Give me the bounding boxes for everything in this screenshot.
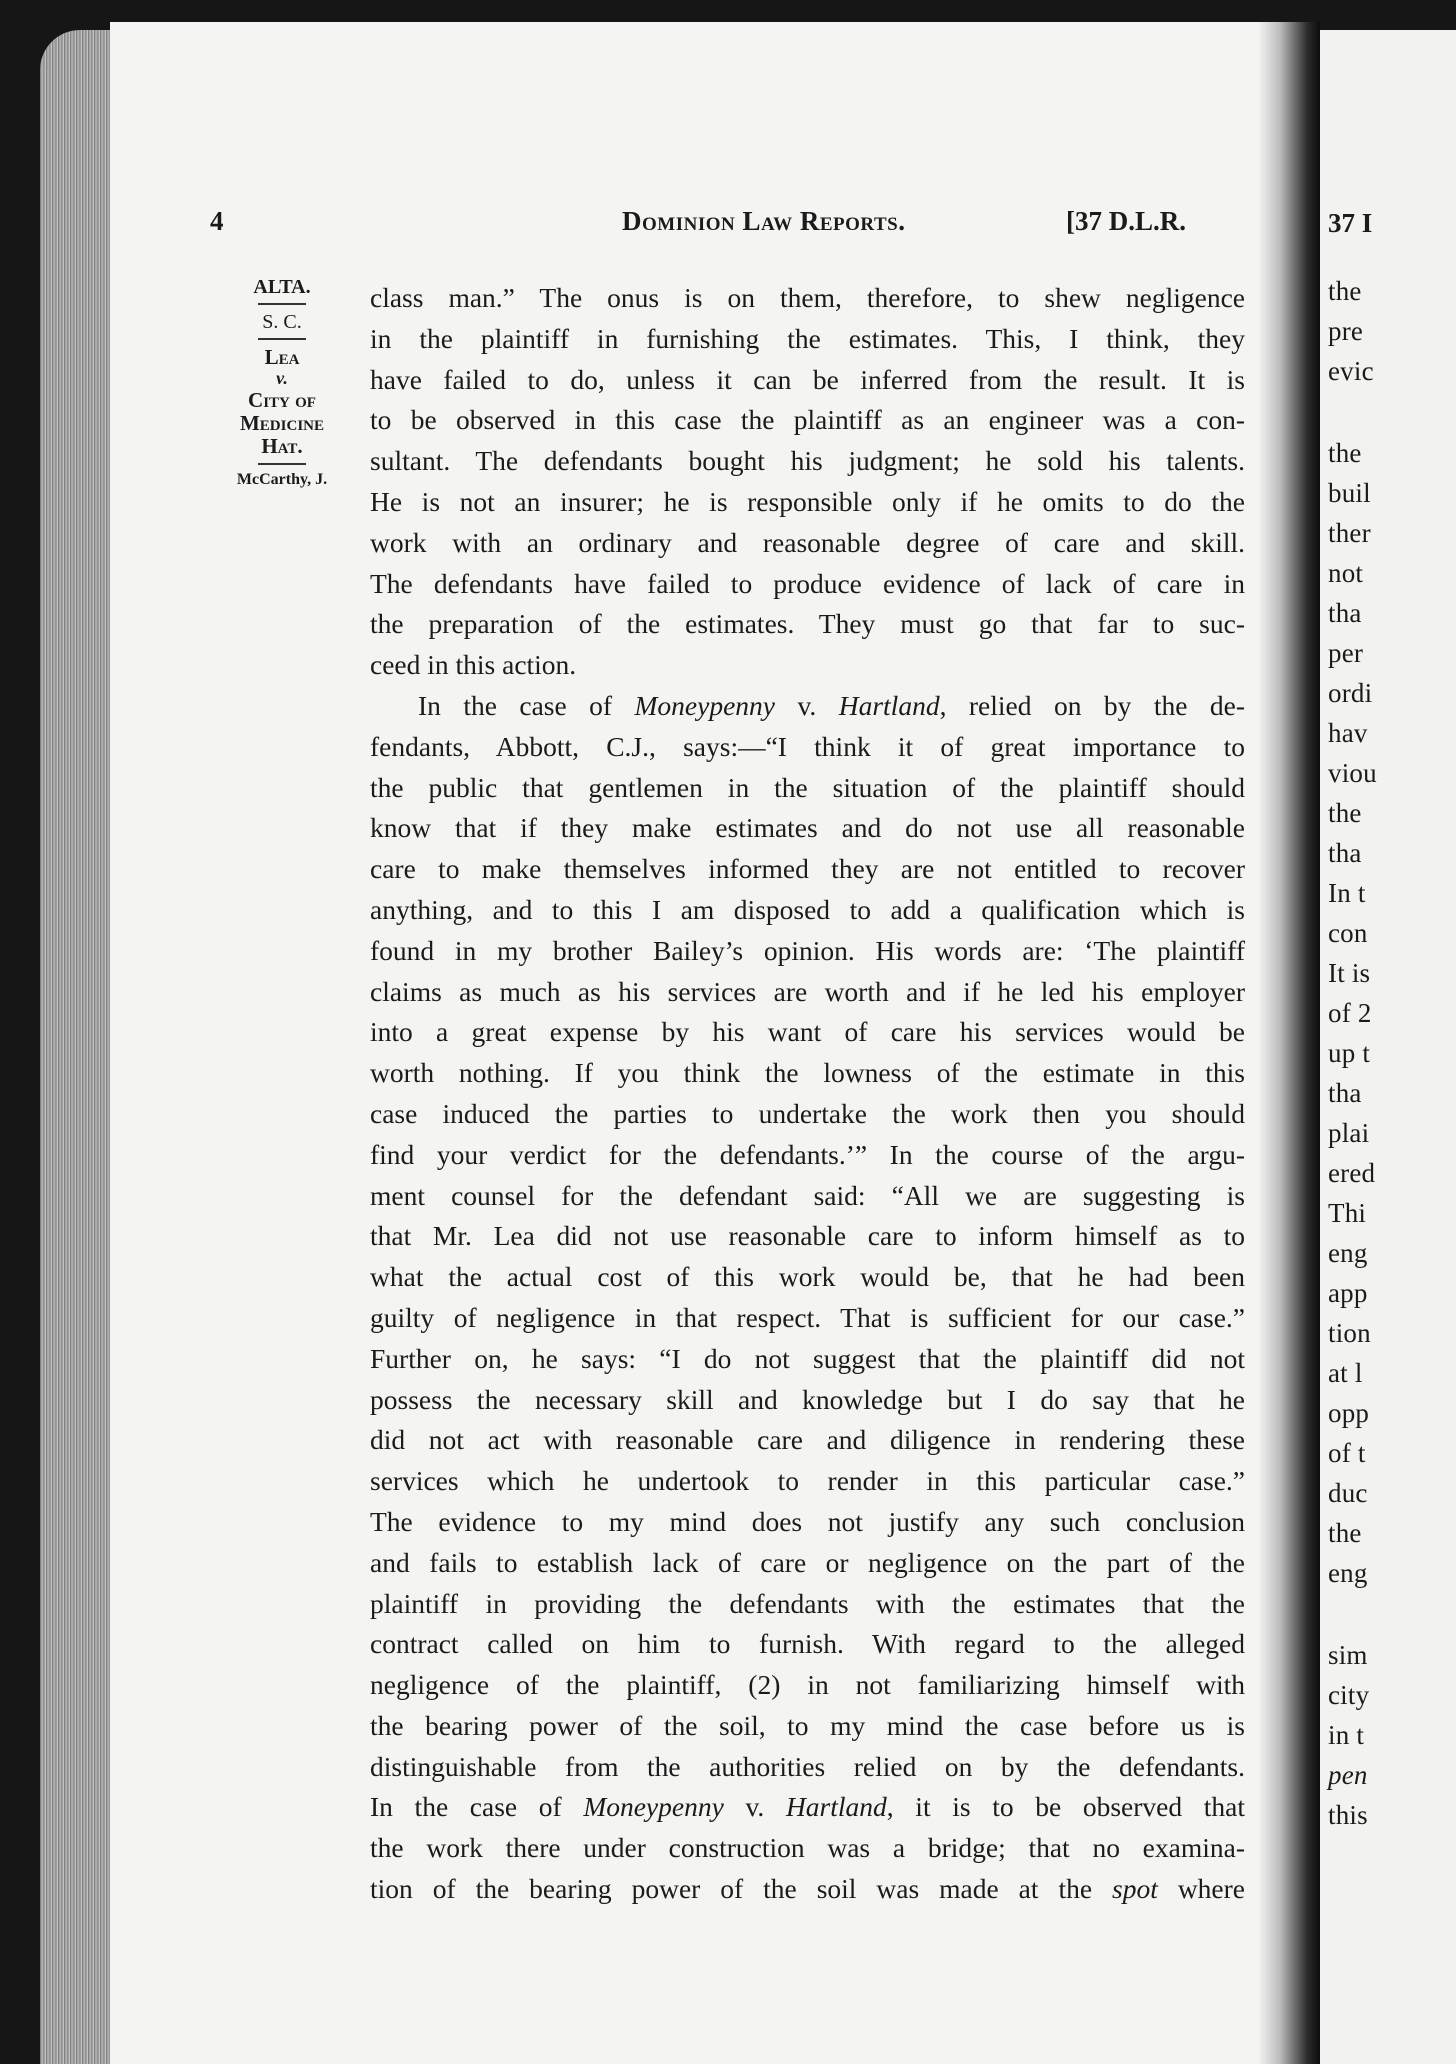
running-header	[0, 206, 1456, 246]
text-line: that Mr. Lea did not use reasonable care to inform himself as to	[370, 1220, 1245, 1252]
text-line: fendants, Abbott, C.J., says:—“I think it of great importance to	[370, 730, 1245, 762]
text-line: and fails to establish lack of care or negligence on the part of the	[370, 1546, 1245, 1578]
text-segment: tion of the bearing power of the soil was made at the	[370, 1873, 1113, 1905]
text-line: care to make themselves informed they are not entitled to recover	[370, 853, 1245, 885]
text-segment: In the case of	[370, 1791, 584, 1823]
text-line: found in my brother Bailey’s opinion. His words are: ‘The plaintiff	[370, 934, 1245, 966]
italic-case-name: Moneypenny	[634, 689, 775, 721]
text-line: class man.” The onus is on them, therefore, to shew negligence	[370, 282, 1245, 313]
next-page-line: viou	[1328, 758, 1377, 788]
text-line: The defendants have failed to produce evidence of lack of care in	[370, 567, 1245, 599]
next-page-line: ther	[1328, 518, 1371, 548]
next-page-line: In t	[1328, 878, 1366, 908]
party-defendant-line2: Medicine	[239, 410, 324, 435]
next-page-line: tha	[1328, 1078, 1362, 1108]
text-line: the preparation of the estimates. They must go that far to suc-	[370, 608, 1245, 640]
text-line: worth nothing. If you think the lowness of the estimate in this	[370, 1057, 1245, 1089]
next-page-line: up t	[1328, 1038, 1371, 1068]
italic-case-name: Moneypenny	[583, 1791, 724, 1823]
divider	[258, 463, 306, 465]
text-segment: In the case of	[418, 689, 635, 721]
next-page-line: the	[1328, 438, 1362, 468]
text-line: to be observed in this case the plaintiff as an engineer was a con-	[370, 404, 1245, 436]
party-defendant-line1: City of	[248, 387, 316, 412]
next-page-line: con	[1328, 918, 1368, 948]
text-line: the bearing power of the soil, to my mind the case before us is	[370, 1709, 1245, 1741]
divider	[258, 303, 306, 305]
book-page-edges	[40, 30, 120, 2064]
text-line	[370, 686, 1245, 727]
next-page-line: not	[1328, 558, 1364, 588]
court: S. C.	[262, 311, 302, 333]
italic-case-name: Hartland	[838, 689, 940, 721]
next-page-line: this	[1328, 1800, 1368, 1830]
next-page-line: of t	[1328, 1438, 1366, 1468]
text-line: know that if they make estimates and do not use all reasonable	[370, 812, 1245, 844]
text-line: He is not an insurer; he is responsible only if he omits to do the	[370, 485, 1245, 517]
next-page-line: plai	[1328, 1118, 1370, 1148]
text-line: Further on, he says: “I do not suggest that the plaintiff did not	[370, 1342, 1245, 1374]
jurisdiction: ALTA.	[253, 276, 311, 298]
party-plaintiff: Lea	[264, 345, 300, 369]
text-segment: v.	[775, 689, 839, 721]
next-page-line: pen	[1328, 1760, 1368, 1790]
text-line: distinguishable from the authorities relied on by the defendants.	[370, 1750, 1245, 1782]
volume-reference: [37 D.L.R.	[1066, 206, 1186, 236]
text-segment: where	[1157, 1873, 1245, 1905]
next-page-fragment	[1320, 30, 1456, 2064]
next-page-line: evic	[1328, 356, 1374, 386]
text-line: did not act with reasonable care and diligence in rendering these	[370, 1424, 1245, 1456]
next-page-line: ordi	[1328, 678, 1373, 708]
case-sidenote	[222, 276, 342, 489]
next-page-line: eng	[1328, 1558, 1368, 1588]
text-line: The evidence to my mind does not justify any such conclusion	[370, 1505, 1245, 1537]
next-page-line: tha	[1328, 598, 1362, 628]
next-page-line: ered	[1328, 1158, 1376, 1188]
text-line: claims as much as his services are worth and if he led his employer	[370, 975, 1245, 1007]
text-line: what the actual cost of this work would be, that he had been	[370, 1261, 1245, 1293]
judge: McCarthy, J.	[236, 471, 328, 489]
next-page-line: duc	[1328, 1478, 1368, 1508]
next-page-line: app	[1328, 1278, 1368, 1308]
divider	[258, 338, 306, 340]
main-text	[370, 278, 1245, 1910]
next-page-line: Thi	[1328, 1198, 1367, 1228]
next-page-line: the	[1328, 1518, 1362, 1548]
next-page-line: per	[1328, 638, 1364, 668]
text-line: anything, and to this I am disposed to add a qualification which is	[370, 893, 1245, 925]
next-page-line: of 2	[1328, 998, 1372, 1028]
text-line: case induced the parties to undertake the work then you should	[370, 1097, 1245, 1129]
text-segment: , it is to be observed that	[886, 1791, 1246, 1823]
next-page-line: the	[1328, 798, 1362, 828]
binding-shadow	[1258, 22, 1320, 2064]
next-page-line: buil	[1328, 478, 1371, 508]
text-line: plaintiff in providing the defendants with the estimates that the	[370, 1587, 1245, 1619]
text-line: the public that gentlemen in the situation of the plaintiff should	[370, 771, 1245, 803]
next-page-line: sim	[1328, 1640, 1368, 1670]
text-line: possess the necessary skill and knowledge but I do say that he	[370, 1383, 1245, 1415]
next-page-line: city	[1328, 1680, 1370, 1710]
next-page-line: opp	[1328, 1398, 1370, 1428]
text-line: services which he undertook to render in this particular case.”	[370, 1465, 1245, 1497]
next-page-line: eng	[1328, 1238, 1368, 1268]
text-line: the work there under construction was a bridge; that no examina-	[370, 1832, 1245, 1864]
text-segment: , relied on by the de-	[939, 689, 1245, 721]
text-line: into a great expense by his want of care his services would be	[370, 1016, 1245, 1048]
next-page-line: It is	[1328, 958, 1371, 988]
party-defendant-line3: Hat.	[261, 434, 303, 459]
next-page-line: pre	[1328, 316, 1364, 346]
next-page-line: tion	[1328, 1318, 1371, 1348]
next-page-line: tha	[1328, 838, 1362, 868]
text-line: negligence of the plaintiff, (2) in not familiarizing himself with	[370, 1669, 1245, 1701]
next-page-line: at l	[1328, 1358, 1363, 1388]
next-page-line: hav	[1328, 718, 1368, 748]
italic-case-name: spot	[1112, 1873, 1158, 1905]
text-line: in the plaintiff in furnishing the estimates. This, I think, they	[370, 322, 1245, 354]
text-segment: v.	[723, 1791, 786, 1823]
italic-case-name: Hartland	[785, 1791, 887, 1823]
text-line: guilty of negligence in that respect. That is sufficient for our case.”	[370, 1301, 1245, 1333]
next-page-line: the	[1328, 276, 1362, 306]
text-line: ceed in this action.	[370, 649, 577, 681]
next-page-header: 37 I	[1328, 208, 1373, 238]
text-line	[370, 1869, 1245, 1910]
text-line	[370, 1787, 1245, 1828]
text-line: find your verdict for the defendants.’” In the course of the argu-	[370, 1138, 1245, 1170]
versus: v.	[276, 368, 288, 389]
text-line: work with an ordinary and reasonable degree of care and skill.	[370, 526, 1245, 558]
page-number: 4	[210, 206, 224, 236]
text-line: ment counsel for the defendant said: “All we are suggesting is	[370, 1179, 1245, 1211]
text-line: contract called on him to furnish. With regard to the alleged	[370, 1628, 1245, 1660]
next-page-line: in t	[1328, 1720, 1365, 1750]
text-line: have failed to do, unless it can be inferred from the result. It is	[370, 363, 1245, 395]
running-title: Dominion Law Reports.	[622, 206, 906, 236]
text-line: sultant. The defendants bought his judgment; he sold his talents.	[370, 445, 1245, 477]
